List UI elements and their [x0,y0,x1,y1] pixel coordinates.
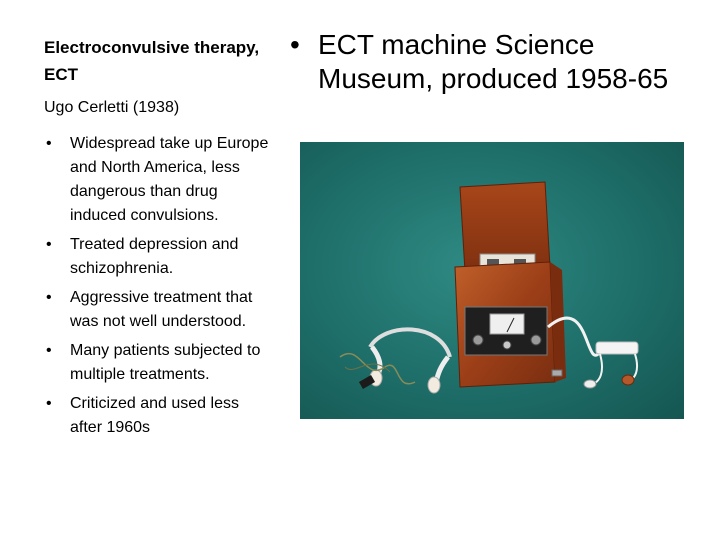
list-item-text: ECT machine Science Museum, produced 1958-65 [318,29,669,94]
left-bullet-list [44,132,274,445]
ect-machine-illustration [300,142,684,419]
ect-machine-photo [300,142,684,419]
list-item [44,339,274,387]
bullet-icon: • [46,289,52,306]
bullet-icon: • [46,236,52,253]
electrode-block [596,342,638,354]
list-item [44,286,274,334]
right-bullet-list [290,28,680,96]
list-item [44,132,274,228]
bullet-icon: • [290,29,300,60]
slide-heading: Electroconvulsive therapy, ECT [44,38,260,84]
headband [370,329,450,357]
bullet-icon: • [46,135,52,152]
list-item-text: Criticized and used less after 1960s [70,395,239,436]
list-item-text: Treated depression and schizophrenia. [70,236,239,277]
bullet-icon: • [46,342,52,359]
subheading: Ugo Cerletti (1938) [44,99,180,116]
list-item [290,28,680,96]
list-item [44,233,274,281]
bullet-icon: • [46,395,52,412]
list-item-text: Widespread take up Europe and North America, less dangerous than drug induced convulsions. [70,135,269,224]
list-item-text: Many patients subjected to multiple treatments. [70,342,261,383]
list-item [44,392,274,440]
list-item-text: Aggressive treatment that was not well understood. [70,289,253,330]
